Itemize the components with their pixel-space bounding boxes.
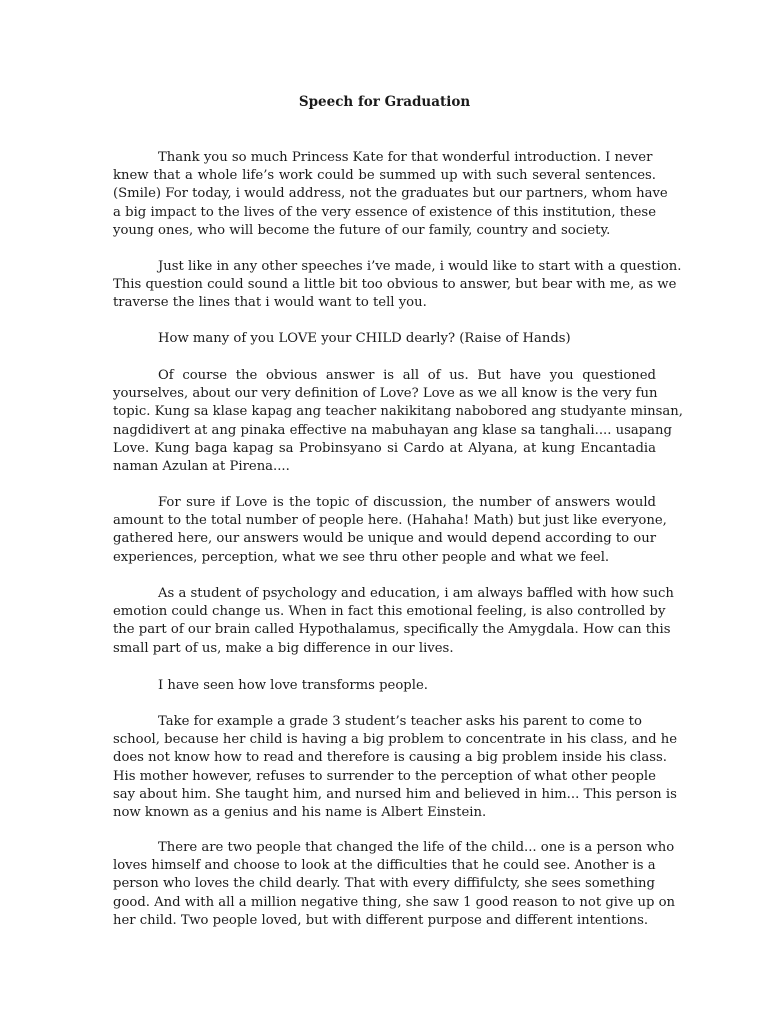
paragraph-einstein-story <box>113 713 678 822</box>
paragraph-line: Just like in any other speeches i’ve made, i would like to start with a question. <box>158 259 682 274</box>
paragraph-line: experiences, perception, what we see thru other people and what we feel. <box>113 549 610 565</box>
paragraph-line: good. And with all a million negative thing, she saw 1 good reason to not give up on <box>113 894 676 910</box>
paragraph-line: amount to the total number of people here. (Hahaha! Math) but just like everyone, <box>113 513 667 529</box>
paragraph-line: This question could sound a little bit too obvious to answer, but bear with me, as we <box>113 277 677 293</box>
paragraph-love-topic <box>113 494 667 567</box>
paragraph-love-transforms <box>113 677 656 695</box>
paragraph-line: loves himself and choose to look at the difficulties that he could see. Another is a <box>113 858 656 874</box>
paragraph-line: gathered here, our answers would be unique and would depend according to our <box>113 531 656 547</box>
paragraph-line: person who loves the child dearly. That with every diffifulcty, she sees something <box>113 876 655 892</box>
paragraph-line: topic. Kung sa klase kapag ang teacher nakikitang nabobored ang studyante minsan, <box>113 404 683 420</box>
paragraph-line: There are two people that changed the life of the child... one is a person who <box>158 840 675 855</box>
paragraph-line: His mother however, refuses to surrender to the perception of what other people <box>113 768 656 784</box>
paragraph-line: school, because her child is having a big problem to concentrate in his class, and he <box>113 732 678 748</box>
paragraph-two-people <box>113 839 676 930</box>
paragraph-line: Of course the obvious answer is all of us. But have you questioned <box>158 368 656 383</box>
paragraph-line: knew that a whole life’s work could be summed up with such several sentences. <box>113 168 656 184</box>
paragraph-question-intro <box>113 258 682 313</box>
paragraph-line: Thank you so much Princess Kate for that wonderful introduction. I never <box>158 150 653 165</box>
paragraph-line: Love. Kung baga kapag sa Probinsyano si Cardo at Alyana, at kung Encantadia <box>113 440 656 456</box>
paragraph-line: (Smile) For today, i would address, not the graduates but our partners, whom have <box>113 186 668 202</box>
paragraph-introduction <box>113 149 668 240</box>
paragraph-line: emotion could change us. When in fact this emotional feeling, is also controlled by <box>113 604 666 620</box>
paragraph-line: Take for example a grade 3 student’s teacher asks his parent to come to <box>158 714 642 729</box>
paragraph-line: traverse the lines that i would want to tell you. <box>113 295 427 311</box>
paragraph-line: For sure if Love is the topic of discussion, the number of answers would <box>158 495 656 510</box>
paragraph-line: now known as a genius and his name is Albert Einstein. <box>113 804 487 820</box>
paragraph-line: her child. Two people loved, but with different purpose and different intentions. <box>113 912 649 928</box>
paragraph-line: nagdidivert at ang pinaka effective na mabuhayan ang klase sa tanghali.... usapang <box>113 422 672 438</box>
paragraph-line: a big impact to the lives of the very essence of existence of this institution, these <box>113 204 656 220</box>
paragraph-line: does not know how to read and therefore is causing a big problem inside his class. <box>113 750 667 766</box>
paragraph-psychology <box>113 585 674 658</box>
paragraph-line: How many of you LOVE your CHILD dearly? (Raise of Hands) <box>158 331 571 346</box>
paragraph-line: yourselves, about our very definition of Love? Love as we all know is the very fun <box>113 386 658 402</box>
paragraph-line: small part of us, make a big difference in our lives. <box>113 640 454 656</box>
paragraph-line: I have seen how love transforms people. <box>158 678 428 693</box>
paragraph-question <box>113 330 656 348</box>
paragraph-line: naman Azulan at Pirena.... <box>113 458 290 474</box>
document-title: Speech for Graduation <box>298 94 471 110</box>
paragraph-line: say about him. She taught him, and nursed him and believed in him... This person is <box>113 786 677 802</box>
paragraph-love-definition <box>113 367 683 476</box>
paragraph-line: young ones, who will become the future of our family, country and society. <box>113 222 611 238</box>
paragraph-line: As a student of psychology and education, i am always baffled with how such <box>158 586 674 601</box>
paragraph-line: the part of our brain called Hypothalamus, specifically the Amygdala. How can this <box>113 622 671 638</box>
